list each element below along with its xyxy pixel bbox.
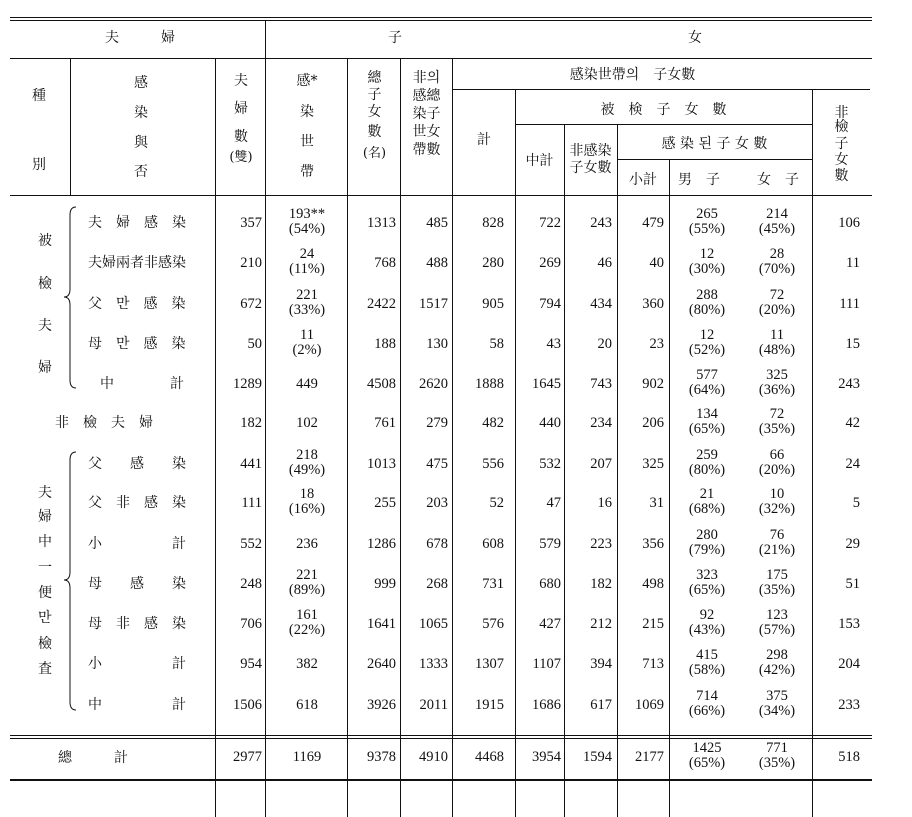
group-one-1: 夫 [38,485,52,501]
cell-t: 482 [482,415,504,431]
header-tc-4: 數 [367,124,382,140]
header-kind-2: 別 [32,157,46,173]
cell-nic: 234 [590,415,612,431]
cell-tc: 3926 [367,697,396,713]
cell-female-pct: (57%) [758,622,796,638]
cell-nic: 617 [590,697,612,713]
group-one-8: 査 [38,661,52,677]
header-ih-4: 帶 [300,164,314,180]
group-examined-3: 夫 [38,318,52,334]
row-label: 父 非 感 染 [88,495,186,511]
cell-st: 427 [539,616,561,632]
cell-nic: 46 [597,255,612,271]
cell-tc: 1013 [367,456,396,472]
cell-u: 5 [852,495,860,511]
total-rule-2 [10,738,872,739]
cell-t: 905 [482,296,504,312]
cell-male-pct: (64%) [688,382,726,398]
brace-examined [62,205,82,390]
cell-n: 672 [240,296,262,312]
cell-u: 518 [838,749,860,765]
cell-female-pct: (45%) [758,221,796,237]
cell-n: 706 [240,616,262,632]
cell-st: 794 [539,296,561,312]
cell-nic: 223 [590,536,612,552]
cell-female-pct: (36%) [758,382,796,398]
header-nic-1: 非感染 [569,143,612,159]
cell-male: 577 [696,367,718,383]
cell-n: 441 [240,456,262,472]
brace-one-examined [62,450,82,712]
header-infection-2: 染 [134,105,148,121]
cell-n: 1506 [233,697,262,713]
cell-nih: 268 [426,576,448,592]
cell-female: 72 [769,287,785,303]
cell-male: 12 [699,327,715,343]
cell-u: 233 [838,697,860,713]
cell-t: 280 [482,255,504,271]
cell-st: 1107 [532,656,561,672]
bottom-rule [10,779,872,781]
cell-u: 24 [845,456,860,472]
cell-male: 92 [699,607,715,623]
cell-nic: 743 [590,376,612,392]
rule-infected-count [617,159,812,160]
cell-n: 248 [240,576,262,592]
group-examined-4: 婦 [38,360,52,376]
cell-sm: 713 [642,656,664,672]
cell-u: 15 [845,336,860,352]
cell-male-pct: (80%) [688,462,726,478]
cell-nic: 16 [597,495,612,511]
cell-n: 50 [247,336,262,352]
cell-nih: 1333 [419,656,448,672]
cell-u: 51 [845,576,860,592]
cell-male-pct: (80%) [688,302,726,318]
header-female: 女 子 [757,172,799,188]
header-bottom-rule [10,195,872,196]
group-one-5: 便 [38,585,52,601]
cell-nih: 485 [426,215,448,231]
cell-male-pct: (65%) [688,421,726,437]
cell-female-pct: (48%) [758,342,796,358]
cell-u: 204 [838,656,860,672]
cell-st: 1645 [532,376,561,392]
cell-sm: 356 [642,536,664,552]
cell-male: 259 [696,447,718,463]
row-label: 夫 婦 感 染 [88,215,186,231]
row-label: 中 計 [88,697,186,713]
cell-female: 375 [766,688,788,704]
cell-ih-pct: (16%) [288,501,326,517]
cell-sm: 40 [649,255,664,271]
cell-male: 323 [696,567,718,583]
cell-female: 123 [766,607,788,623]
cell-male-pct: (65%) [688,755,726,771]
header-daughter: 女 [688,30,702,46]
cell-st: 722 [539,215,561,231]
cell-n: 552 [240,536,262,552]
cell-ih-pct: (11%) [289,261,325,277]
row-label: 父 感 染 [88,456,186,472]
cell-n: 1289 [233,376,262,392]
cell-male: 265 [696,206,718,222]
cell-male-pct: (68%) [688,501,726,517]
header-u-5: 數 [834,168,849,184]
row-label: 父 만 感 染 [88,296,186,312]
cell-male: 12 [699,246,715,262]
cell-sm: 23 [649,336,664,352]
cell-ih: 102 [296,415,318,431]
cell-male: 134 [696,406,718,422]
top-rule-2 [10,20,872,21]
cell-female-pct: (35%) [758,755,796,771]
cell-female-pct: (42%) [758,662,796,678]
cell-tc: 255 [374,495,396,511]
header-tc-1: 總 [367,70,382,86]
cell-female: 66 [769,447,785,463]
cell-male-pct: (58%) [688,662,726,678]
cell-nih: 678 [426,536,448,552]
cell-ih: 218 [296,447,318,463]
cell-female: 214 [766,206,788,222]
cell-tc: 188 [374,336,396,352]
cell-ih-pct: (33%) [288,302,326,318]
cell-u: 111 [839,296,860,312]
group-grand-total: 總 計 [58,750,128,766]
cell-female: 72 [769,406,785,422]
cell-u: 11 [846,255,860,271]
cell-nic: 207 [590,456,612,472]
vrule-2 [265,59,266,817]
group-examined-1: 被 [38,233,52,249]
cell-male: 21 [699,486,715,502]
cell-female-pct: (20%) [758,302,796,318]
header-u-4: 女 [834,152,849,168]
cell-nih: 4910 [419,749,448,765]
cell-n: 2977 [233,749,262,765]
cell-tc: 2640 [367,656,396,672]
cell-st: 1686 [532,697,561,713]
group-examined-2: 檢 [38,276,52,292]
cell-male: 288 [696,287,718,303]
cell-ih: 161 [296,607,318,623]
cell-u: 42 [845,415,860,431]
cell-male-pct: (52%) [688,342,726,358]
cell-st: 532 [539,456,561,472]
cell-u: 29 [845,536,860,552]
total-rule-1 [10,735,872,736]
header-count-1: 夫 [234,73,248,89]
cell-male: 714 [696,688,718,704]
header-infected-household-children: 感染世帶의 子女數 [569,67,696,83]
cell-female-pct: (20%) [758,462,796,478]
cell-ih: 193** [288,206,326,222]
header-nic-2: 子女數 [569,160,612,176]
header-nih-5: 帶數 [412,142,441,158]
row-label: 母 만 感 染 [88,336,186,352]
cell-ih: 449 [296,376,318,392]
header-tc-5: (名) [362,146,387,161]
cell-t: 4468 [475,749,504,765]
cell-female: 76 [769,527,785,543]
cell-male-pct: (55%) [688,221,726,237]
cell-sm: 479 [642,215,664,231]
group-unexamined: 非 檢 夫 婦 [55,415,153,431]
vrule-kind [70,59,71,195]
cell-sm: 2177 [635,749,664,765]
header-tc-2: 子 [367,87,382,103]
header-child: 子 [388,30,402,46]
cell-nih: 130 [426,336,448,352]
cell-n: 111 [241,495,262,511]
header-infection-3: 與 [134,135,148,151]
cell-t: 1915 [475,697,504,713]
cell-ih: 24 [299,246,315,262]
header-ih-2: 染 [300,104,314,120]
group-one-2: 婦 [38,509,52,525]
cell-u: 106 [838,215,860,231]
group-one-7: 檢 [38,636,52,652]
cell-st: 269 [539,255,561,271]
cell-female-pct: (21%) [758,542,796,558]
cell-t: 731 [482,576,504,592]
cell-t: 58 [489,336,504,352]
cell-male-pct: (66%) [688,703,726,719]
cell-nih: 1065 [419,616,448,632]
cell-ih: 11 [300,327,314,343]
cell-tc: 1313 [367,215,396,231]
cell-female: 298 [766,647,788,663]
header-infection-4: 否 [134,164,148,180]
cell-tc: 1286 [367,536,396,552]
cell-nic: 243 [590,215,612,231]
cell-st: 43 [546,336,561,352]
row-label: 母 感 染 [88,576,186,592]
cell-ih-pct: (22%) [288,622,326,638]
header-subtotal: 中計 [525,153,554,169]
cell-t: 1888 [475,376,504,392]
cell-nih: 2620 [419,376,448,392]
cell-ih: 18 [299,486,315,502]
cell-female-pct: (35%) [758,421,796,437]
row-label: 夫婦兩者非感染 [88,255,186,271]
header-nih-2: 感總 [412,88,441,104]
header-small-total: 小計 [629,172,657,188]
cell-t: 52 [489,495,504,511]
header-nih-4: 世女 [412,124,441,140]
cell-female: 10 [769,486,785,502]
cell-nic: 182 [590,576,612,592]
cell-ih-pct: (89%) [288,582,326,598]
cell-female: 325 [766,367,788,383]
header-count-2: 婦 [234,101,248,117]
cell-sm: 360 [642,296,664,312]
cell-sm: 498 [642,576,664,592]
cell-ih: 221 [296,567,318,583]
header-count-3: 數 [234,129,248,145]
header-u-3: 子 [834,136,849,152]
cell-n: 954 [240,656,262,672]
cell-sm: 902 [642,376,664,392]
cell-t: 556 [482,456,504,472]
header-u-1: 非 [834,105,849,121]
cell-ih-pct: (54%) [288,221,326,237]
header-count-4: (雙) [229,150,253,165]
cell-st: 680 [539,576,561,592]
cell-ih: 382 [296,656,318,672]
cell-male: 280 [696,527,718,543]
header-kind-1: 種 [32,88,46,104]
cell-st: 3954 [532,749,561,765]
cell-ih: 618 [296,697,318,713]
cell-nic: 20 [597,336,612,352]
cell-tc: 1641 [367,616,396,632]
cell-female-pct: (34%) [758,703,796,719]
header-total: 計 [477,132,491,148]
cell-sm: 1069 [635,697,664,713]
cell-nic: 212 [590,616,612,632]
cell-t: 828 [482,215,504,231]
group-one-4: 一 [38,560,52,576]
cell-t: 608 [482,536,504,552]
cell-male-pct: (65%) [688,582,726,598]
top-rule-1 [10,17,872,18]
cell-tc: 999 [374,576,396,592]
cell-n: 210 [240,255,262,271]
rule-examined-children [515,124,812,125]
cell-male-pct: (30%) [688,261,726,277]
header-ih-1: 感* [296,73,318,89]
cell-nih: 279 [426,415,448,431]
cell-st: 579 [539,536,561,552]
cell-tc: 768 [374,255,396,271]
cell-st: 440 [539,415,561,431]
group-one-3: 中 [38,534,52,550]
header-couple: 夫 婦 [105,30,175,46]
row-label: 中 計 [100,376,184,392]
cell-female-pct: (32%) [758,501,796,517]
cell-t: 576 [482,616,504,632]
cell-u: 153 [838,616,860,632]
row-label: 母 非 感 染 [88,616,186,632]
cell-nic: 394 [590,656,612,672]
cell-nic: 1594 [583,749,612,765]
cell-nih: 1517 [419,296,448,312]
cell-t: 1307 [475,656,504,672]
cell-nih: 475 [426,456,448,472]
cell-sm: 325 [642,456,664,472]
cell-sm: 215 [642,616,664,632]
header-rule-1 [10,58,872,59]
cell-male: 1425 [692,740,722,756]
vrule-9 [669,160,670,817]
cell-ih: 1169 [292,749,322,765]
cell-male: 415 [696,647,718,663]
cell-tc: 2422 [367,296,396,312]
cell-tc: 4508 [367,376,396,392]
cell-sm: 31 [649,495,664,511]
cell-ih: 221 [296,287,318,303]
cell-u: 243 [838,376,860,392]
cell-nih: 203 [426,495,448,511]
cell-n: 182 [240,415,262,431]
cell-female: 771 [766,740,788,756]
row-label: 小 計 [88,656,186,672]
cell-ih-pct: (2%) [292,342,322,358]
cell-tc: 9378 [367,749,396,765]
header-ih-3: 世 [300,134,314,150]
cell-sm: 206 [642,415,664,431]
header-nih-3: 染子 [412,106,441,122]
cell-nih: 488 [426,255,448,271]
group-one-6: 만 [38,610,52,626]
header-male: 男 子 [678,172,720,188]
cell-male-pct: (79%) [688,542,726,558]
header-infected-children: 感 染 된 子 女 數 [661,136,768,152]
cell-female: 175 [766,567,788,583]
cell-nih: 2011 [419,697,448,713]
cell-n: 357 [240,215,262,231]
cell-st: 47 [546,495,561,511]
cell-male-pct: (43%) [688,622,726,638]
cell-female-pct: (70%) [758,261,796,277]
header-u-2: 檢 [834,119,849,135]
cell-female: 28 [769,246,785,262]
cell-nic: 434 [590,296,612,312]
row-label: 小 計 [88,536,186,552]
cell-tc: 761 [374,415,396,431]
header-infection-1: 感 [134,75,148,91]
header-tc-3: 女 [367,104,382,120]
cell-female: 11 [770,327,784,343]
header-nih-1: 非의 [412,70,441,86]
cell-ih: 236 [296,536,318,552]
cell-ih-pct: (49%) [288,462,326,478]
cell-female-pct: (35%) [758,582,796,598]
header-examined-children: 被 検 子 女 數 [600,102,727,118]
